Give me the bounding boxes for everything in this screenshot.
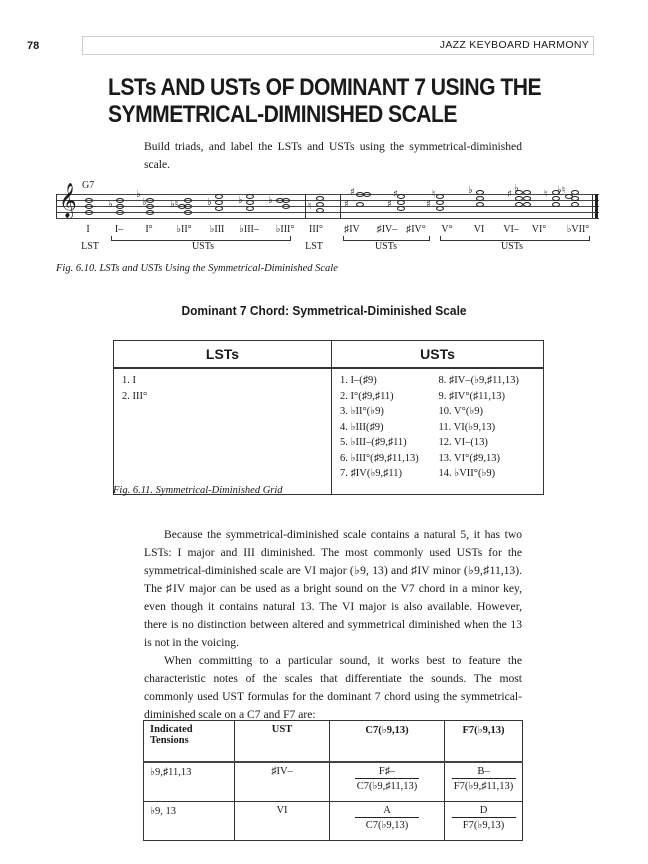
upper-structure: D — [452, 805, 516, 818]
music-staff: 𝄞 ♭ ♭ ♭ ♭♮ ♭ ♭ ♭ ♮ ♯ ♯ ♯ ♯ ♯ ♮ ♭ ♯ ♮ — [56, 194, 599, 218]
ust-item: 10. V°(♭9) — [438, 406, 484, 417]
ust-item: 8. ♯IV–(♭9,♯11,13) — [438, 375, 519, 386]
grid-title: Dominant 7 Chord: Symmetrical-Diminished Scale — [181, 303, 467, 318]
c7-cell — [330, 802, 445, 841]
treble-clef-icon: 𝄞 — [59, 183, 77, 218]
roman-label: I° — [145, 224, 153, 235]
tensions-cell: ♭9,♯11,13 — [144, 762, 235, 802]
roman-label: V° — [441, 224, 453, 235]
body-text — [144, 526, 522, 724]
ust-item: 7. ♯IV(♭9,♯11) — [340, 468, 403, 479]
roman-label: ♯IV– — [376, 224, 398, 235]
paragraph-2: When committing to a particular sound, it works best to feature the characteristic notes of the scales that differentiate the sounds. The most commonly used UST formulas for the dominant 7 chord using the symmetrical-diminished scale on a C7 and F7 are: — [144, 654, 522, 721]
ust-item: 12. VI–(13) — [438, 437, 488, 448]
lower-chord: F7(♭9,13) — [462, 820, 505, 831]
ust-cell: ♯IV– — [235, 762, 330, 802]
ust-item: 1. I–(♯9) — [340, 375, 377, 386]
ust-item: 2. I°(♯9,♯11) — [340, 390, 394, 402]
usts-cell — [332, 368, 544, 495]
page-title — [108, 74, 542, 128]
group-label-usts: USTs — [191, 241, 215, 252]
ust-item: 14. ♭VII°(♭9) — [438, 468, 496, 479]
usts-column-2 — [439, 373, 538, 482]
header-f7: F7(♭9,13) — [445, 721, 523, 763]
roman-label: III° — [309, 224, 323, 235]
lower-chord: C7(♭9,♯11,13) — [356, 781, 418, 792]
lst-item: 1. I — [122, 375, 136, 386]
ust-item: 4. ♭III(♯9) — [340, 421, 384, 433]
ust-item: 3. ♭II°(♭9) — [340, 406, 384, 417]
page-number: 78 — [27, 40, 40, 52]
chord-bVII-dim: ♭♮ — [571, 190, 585, 218]
f7-cell — [445, 802, 523, 841]
roman-label: I — [86, 224, 90, 235]
title-line-2: SYMMETRICAL-DIMINISHED SCALE — [108, 101, 457, 128]
figure-caption-6-11: Fig. 6.11. Symmetrical-Diminished Grid — [113, 485, 283, 496]
upper-structure: F♯– — [355, 766, 419, 779]
roman-label: VI — [473, 224, 485, 235]
group-label-lst: LST — [81, 241, 99, 252]
lst-item: 2. III° — [122, 390, 148, 402]
ust-item: 11. VI(♭9,13) — [438, 421, 496, 433]
table-row — [144, 762, 523, 802]
chord-VI-dim-extra: ♭ — [523, 190, 533, 218]
lsts-cell — [114, 368, 332, 495]
tensions-cell: ♭9, 13 — [144, 802, 235, 841]
ust-item: 5. ♭III–(♯9,♯11) — [340, 437, 407, 448]
ust-item: 9. ♯IV°(♯11,13) — [438, 390, 506, 402]
roman-label: ♯IV° — [406, 224, 426, 235]
roman-label: VI– — [503, 224, 519, 235]
upper-structure: A — [355, 805, 419, 818]
intro-text: Build triads, and label the LSTs and USTs using the symmetrical-diminished scale. — [144, 140, 522, 171]
roman-label: ♭III — [209, 224, 225, 235]
paragraph-1: Because the symmetrical-diminished scale contains a natural 5, it has two LSTs: I major and III diminished. The most commonly used USTs for the symmetrical-diminished scale are VI major (♭9, 13) and ♯IV minor (♭9,♯11,13). The ♯IV major can be used as a bright sound on the V7 chord in a minor key, even though it contains natural 13. The VI major is also available. However, there is no distinction between altered and symmetrical diminished when the 13 is not in the voicing. — [144, 528, 522, 649]
header-indicated-tensions: Indicated Tensions — [144, 721, 235, 763]
roman-label: ♯IV — [344, 224, 360, 235]
c7-cell — [330, 762, 445, 802]
f7-cell — [445, 762, 523, 802]
ust-formula-table — [143, 720, 523, 841]
roman-label: I– — [114, 224, 124, 235]
ust-cell: VI — [235, 802, 330, 841]
header-c7: C7(♭9,13) — [330, 721, 445, 763]
lower-chord: F7(♭9,♯11,13) — [453, 781, 514, 792]
running-head — [82, 36, 594, 55]
table-row — [144, 802, 523, 841]
group-label-lst: LST — [305, 241, 323, 252]
usts-column-1 — [340, 373, 439, 482]
roman-label: ♭III° — [275, 224, 295, 235]
grid-header-lsts: LSTs — [114, 341, 332, 369]
symmetrical-diminished-grid — [113, 340, 544, 495]
ust-item: 6. ♭III°(♯9,♯11,13) — [340, 452, 419, 464]
group-label-usts: USTs — [500, 241, 524, 252]
figure-caption-6-10: Fig. 6.10. LSTs and USTs Using the Symmetrical-Diminished Scale — [56, 263, 338, 274]
lower-chord: C7(♭9,13) — [365, 820, 409, 831]
roman-label: ♭VII° — [566, 224, 590, 235]
roman-label: VI° — [531, 224, 547, 235]
title-line-1: LSTs AND USTs OF DOMINANT 7 USING THE — [108, 74, 542, 101]
chord-symbol: G7 — [82, 180, 95, 191]
roman-label: ♭III– — [239, 224, 259, 235]
roman-label: ♭II° — [176, 224, 192, 235]
upper-structure: B– — [452, 766, 516, 779]
running-head-text: JAZZ KEYBOARD HARMONY — [439, 39, 589, 51]
header-ust: UST — [235, 721, 330, 763]
group-label-usts: USTs — [374, 241, 398, 252]
ust-item: 13. VI°(♯9,13) — [438, 452, 500, 464]
grid-header-usts: USTs — [332, 341, 544, 369]
